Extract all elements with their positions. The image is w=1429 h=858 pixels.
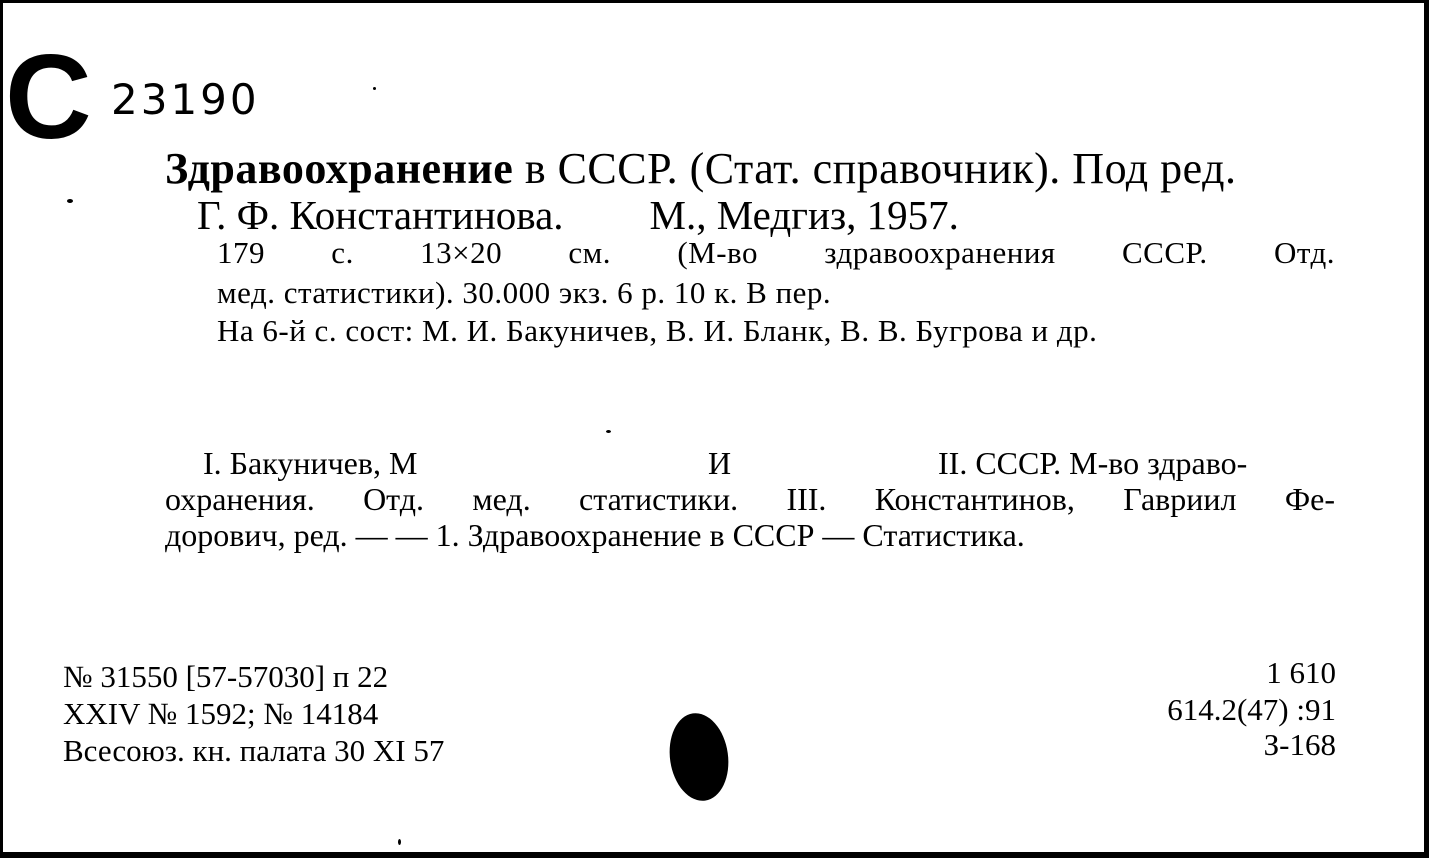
- tracing-part-a: I. Бакуничев, М: [203, 445, 418, 481]
- tracing-line-2: охранения. Отд. мед. статистики. III. Константинов, Гавриил Фе-: [165, 481, 1335, 517]
- tracing-line-3: дорович, ред. — — 1. Здравоохранение в СССР — Статистика.: [165, 517, 1025, 553]
- bottom-left-line-3: Всесоюз. кн. палата 30 XI 57: [63, 733, 445, 768]
- speck: [606, 430, 611, 433]
- catalog-card: [3, 3, 1424, 852]
- description-line-1: 179 с. 13×20 см. (М-во здравоохранения СССР. Отд.: [217, 235, 1335, 270]
- bottom-left-line-1: № 31550 [57-57030] п 22: [63, 659, 389, 694]
- speck: [373, 87, 376, 90]
- collection-letter: C: [5, 30, 90, 164]
- classification-line-2: 614.2(47) :91: [1167, 692, 1336, 727]
- punch-hole: [664, 709, 734, 804]
- tracing-part-c: II. СССР. М-во здраво-: [938, 445, 1248, 481]
- tracing-part-b: И: [708, 445, 732, 481]
- editor: Г. Ф. Константинова.: [197, 192, 564, 238]
- bottom-left-line-2: XXIV № 1592; № 14184: [63, 696, 379, 731]
- imprint: М., Медгиз, 1957.: [649, 192, 959, 238]
- speck: [398, 839, 401, 845]
- description-line-3: На 6-й с. сост: М. И. Бакуничев, В. И. Бланк, В. В. Бугрова и др.: [217, 313, 1098, 348]
- title-rest: в СССР. (Стат. справочник). Под ред.: [513, 144, 1237, 193]
- speck: [67, 199, 73, 203]
- editor-line: [197, 191, 959, 239]
- title-main: Здравоохранение: [165, 144, 514, 193]
- accession-number: 23190: [111, 75, 260, 124]
- classification-line-1: 1 610: [1266, 655, 1336, 690]
- classification-line-3: З-168: [1263, 727, 1336, 762]
- title-line: [165, 143, 1237, 194]
- description-line-2: мед. статистики). 30.000 экз. 6 р. 10 к. В пер.: [217, 275, 832, 310]
